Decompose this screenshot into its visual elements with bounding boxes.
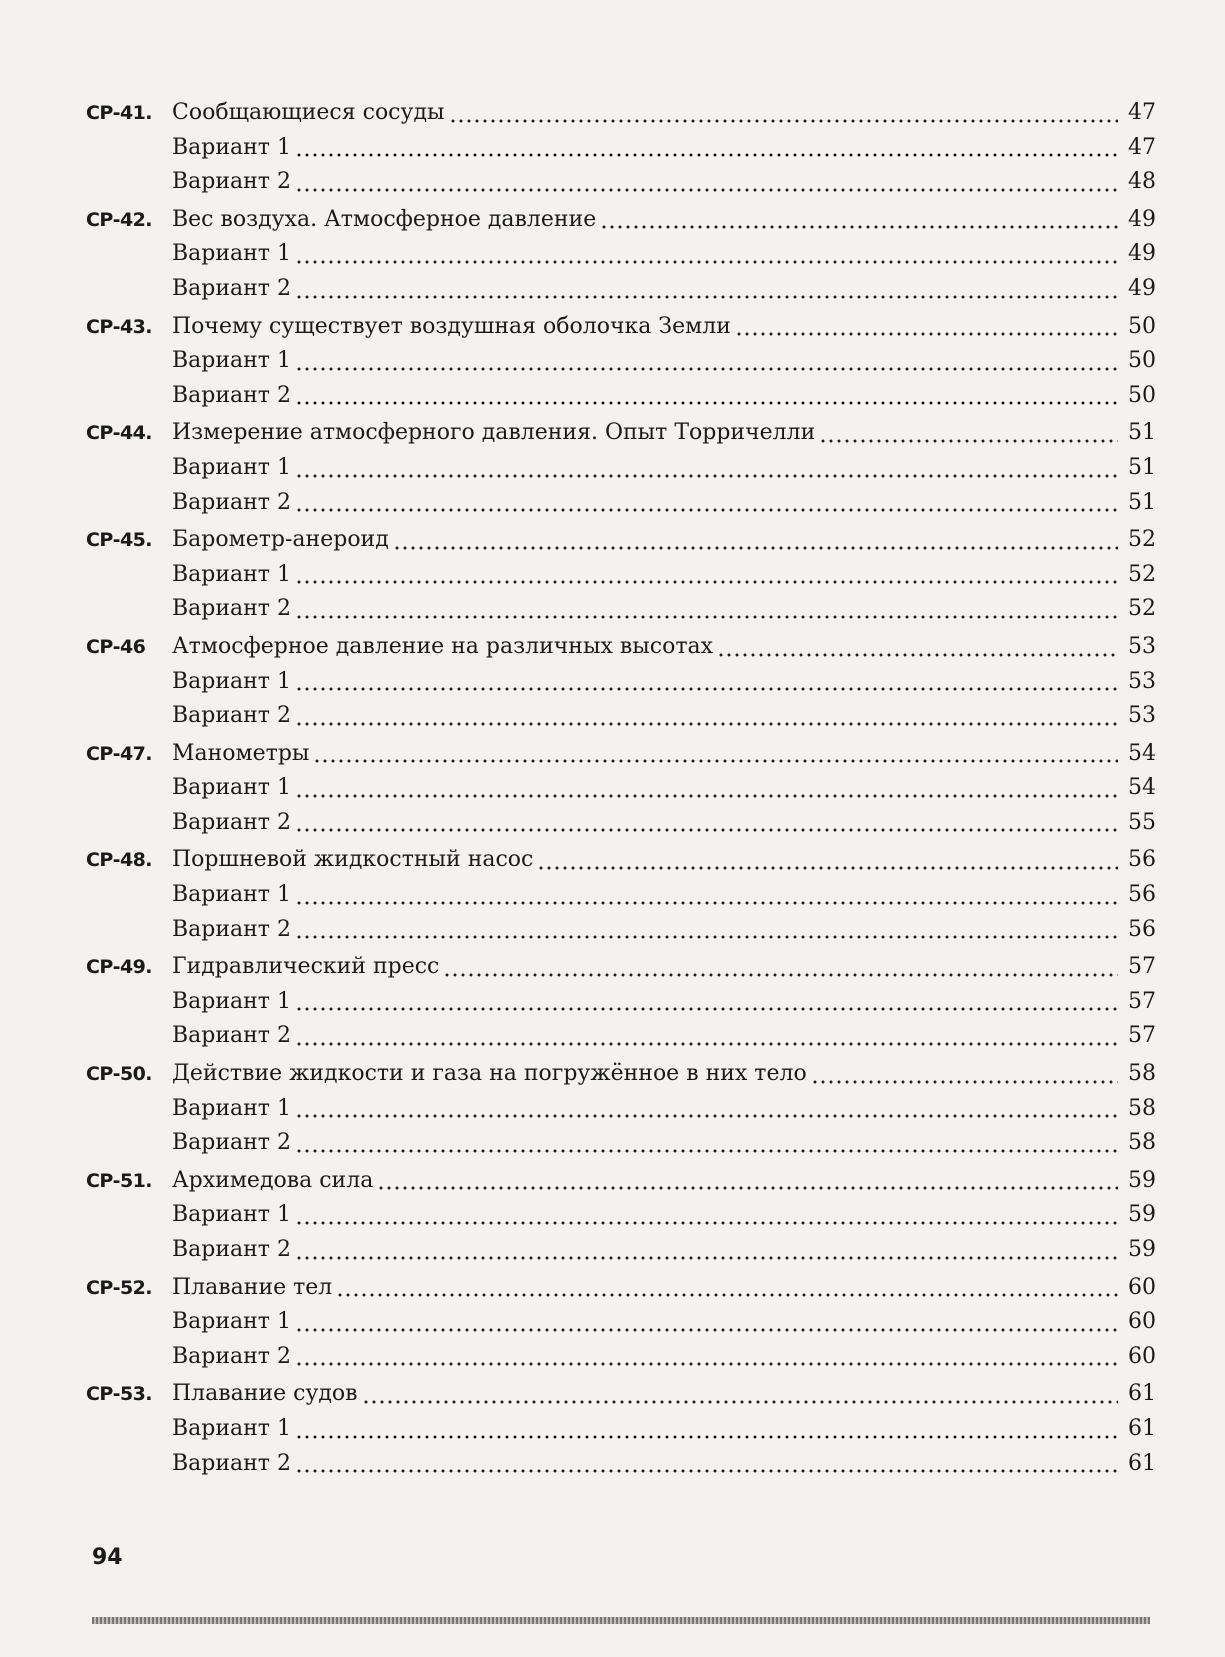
page-number: 94 xyxy=(92,1545,123,1570)
dot-leader xyxy=(735,332,1118,336)
dot-leader xyxy=(295,1114,1118,1118)
toc-entry xyxy=(86,416,1156,451)
dot-leader xyxy=(295,153,1118,157)
toc-variant-page: 60 xyxy=(1128,1343,1156,1369)
toc-variant-label: Вариант 1 xyxy=(172,348,291,374)
dot-leader xyxy=(295,828,1118,832)
dot-leader xyxy=(443,973,1118,977)
toc-entry-page: 49 xyxy=(1128,206,1156,232)
toc-variant-label: Вариант 2 xyxy=(172,1450,291,1476)
footer-rule xyxy=(92,1617,1150,1624)
toc-variant-page: 58 xyxy=(1128,1130,1156,1156)
toc-variant-page: 59 xyxy=(1128,1237,1156,1262)
toc-entry-title: Поршневой жидкостный насос xyxy=(172,847,534,873)
toc-variant xyxy=(86,985,1156,1020)
toc-variant-label: Вариант 1 xyxy=(172,241,291,267)
toc-variant-page: 58 xyxy=(1128,1095,1156,1121)
toc-entry-page: 56 xyxy=(1128,847,1156,873)
toc-variant-label: Вариант 1 xyxy=(172,561,291,587)
toc-entry-title: Архимедова сила xyxy=(172,1167,374,1193)
toc-entry xyxy=(86,96,1156,131)
toc-variant-label: Вариант 2 xyxy=(172,489,291,515)
toc-variant xyxy=(86,237,1156,272)
toc-variant-page: 53 xyxy=(1128,703,1156,729)
dot-leader xyxy=(295,580,1118,584)
toc-variant xyxy=(86,1092,1156,1127)
toc-entry-page: 52 xyxy=(1128,527,1156,553)
toc-variant-label: Вариант 1 xyxy=(172,1095,291,1121)
toc-entry-code: СР-51. xyxy=(86,1169,152,1192)
toc-variant xyxy=(86,913,1156,948)
toc-variant xyxy=(86,1412,1156,1447)
dot-leader xyxy=(362,1400,1118,1404)
toc-section xyxy=(86,1377,1156,1481)
table-of-contents xyxy=(86,96,1156,1484)
dot-leader xyxy=(449,119,1118,123)
toc-entry xyxy=(86,950,1156,985)
toc-variant-page: 47 xyxy=(1128,134,1156,160)
toc-variant-page: 57 xyxy=(1128,1023,1156,1049)
toc-entry-code: СР-44. xyxy=(86,422,152,445)
toc-section xyxy=(86,203,1156,307)
toc-entry-code: СР-42. xyxy=(86,208,152,231)
toc-entry xyxy=(86,310,1156,345)
toc-variant xyxy=(86,806,1156,841)
toc-variant-label: Вариант 2 xyxy=(172,1130,291,1156)
dot-leader xyxy=(717,653,1118,657)
dot-leader xyxy=(295,401,1118,405)
dot-leader xyxy=(295,1362,1118,1366)
toc-entry-page: 47 xyxy=(1128,100,1156,125)
dot-leader xyxy=(295,260,1118,264)
toc-entry-code: СР-46 xyxy=(86,635,146,658)
toc-variant-page: 56 xyxy=(1128,916,1156,942)
dot-leader xyxy=(295,1256,1118,1260)
toc-entry-page: 51 xyxy=(1128,420,1156,446)
toc-variant-label: Вариант 2 xyxy=(172,382,291,408)
toc-variant-label: Вариант 2 xyxy=(172,596,291,622)
dot-leader xyxy=(295,1149,1118,1153)
toc-entry-title: Атмосферное давление на различных высотах xyxy=(172,633,714,659)
dot-leader xyxy=(295,367,1118,371)
toc-variant-page: 52 xyxy=(1128,561,1156,587)
toc-entry xyxy=(86,1164,1156,1199)
dot-leader xyxy=(295,1007,1118,1011)
toc-variant-page: 49 xyxy=(1128,241,1156,267)
toc-variant-page: 51 xyxy=(1128,454,1156,480)
toc-variant xyxy=(86,699,1156,734)
toc-variant-page: 48 xyxy=(1128,169,1156,195)
toc-variant-page: 51 xyxy=(1128,489,1156,515)
toc-variant-label: Вариант 1 xyxy=(172,1415,291,1441)
toc-entry-title: Почему существует воздушная оболочка Земли xyxy=(172,313,731,339)
toc-variant xyxy=(86,165,1156,200)
toc-variant xyxy=(86,878,1156,913)
toc-variant-page: 60 xyxy=(1128,1309,1156,1335)
toc-section xyxy=(86,1057,1156,1161)
toc-entry-title: Действие жидкости и газа на погружённое в них тело xyxy=(172,1061,807,1087)
toc-variant xyxy=(86,344,1156,379)
toc-entry-page: 61 xyxy=(1128,1381,1156,1407)
toc-entry-title: Вес воздуха. Атмосферное давление xyxy=(172,206,597,232)
dot-leader xyxy=(295,474,1118,478)
toc-entry-code: СР-50. xyxy=(86,1063,152,1086)
toc-variant xyxy=(86,131,1156,166)
toc-section xyxy=(86,523,1156,627)
toc-section xyxy=(86,950,1156,1054)
toc-entry-code: СР-53. xyxy=(86,1383,152,1406)
dot-leader xyxy=(313,759,1118,763)
toc-entry xyxy=(86,843,1156,878)
toc-entry xyxy=(86,737,1156,772)
toc-variant-page: 61 xyxy=(1128,1450,1156,1476)
dot-leader xyxy=(295,794,1118,798)
toc-variant-label: Вариант 1 xyxy=(172,882,291,908)
toc-variant-page: 52 xyxy=(1128,596,1156,622)
toc-variant xyxy=(86,1447,1156,1482)
toc-variant-label: Вариант 1 xyxy=(172,668,291,694)
toc-variant-page: 56 xyxy=(1128,882,1156,908)
toc-entry-code: СР-47. xyxy=(86,742,152,765)
toc-variant xyxy=(86,1019,1156,1054)
toc-entry-code: СР-45. xyxy=(86,529,152,552)
dot-leader xyxy=(295,1469,1118,1473)
toc-entry-page: 50 xyxy=(1128,313,1156,339)
toc-variant-label: Вариант 2 xyxy=(172,1023,291,1049)
toc-variant-label: Вариант 2 xyxy=(172,809,291,835)
dot-leader xyxy=(377,1186,1118,1190)
toc-section xyxy=(86,1164,1156,1268)
toc-variant-label: Вариант 1 xyxy=(172,1202,291,1228)
toc-variant xyxy=(86,486,1156,521)
dot-leader xyxy=(295,1435,1118,1439)
toc-variant-label: Вариант 2 xyxy=(172,1237,291,1262)
toc-variant-page: 50 xyxy=(1128,348,1156,374)
toc-variant xyxy=(86,379,1156,414)
toc-variant-page: 59 xyxy=(1128,1202,1156,1228)
toc-variant-label: Вариант 1 xyxy=(172,454,291,480)
dot-leader xyxy=(295,1042,1118,1046)
toc-variant-page: 55 xyxy=(1128,809,1156,835)
toc-variant xyxy=(86,592,1156,627)
dot-leader xyxy=(819,439,1118,443)
toc-entry xyxy=(86,1377,1156,1412)
toc-entry-page: 60 xyxy=(1128,1274,1156,1300)
toc-entry-page: 57 xyxy=(1128,954,1156,980)
toc-variant-label: Вариант 2 xyxy=(172,275,291,301)
toc-entry-title: Плавание тел xyxy=(172,1274,333,1300)
dot-leader xyxy=(600,225,1118,229)
toc-entry-title: Сообщающиеся сосуды xyxy=(172,100,445,125)
toc-section xyxy=(86,96,1156,200)
toc-entry xyxy=(86,203,1156,238)
toc-variant-page: 61 xyxy=(1128,1415,1156,1441)
toc-entry-page: 53 xyxy=(1128,633,1156,659)
toc-section xyxy=(86,310,1156,414)
dot-leader xyxy=(295,508,1118,512)
dot-leader xyxy=(295,901,1118,905)
toc-entry-code: СР-52. xyxy=(86,1276,152,1299)
toc-variant-page: 49 xyxy=(1128,275,1156,301)
toc-variant xyxy=(86,1198,1156,1233)
toc-variant xyxy=(86,771,1156,806)
toc-variant xyxy=(86,451,1156,486)
dot-leader xyxy=(295,687,1118,691)
toc-variant-label: Вариант 1 xyxy=(172,1309,291,1335)
toc-entry-code: СР-41. xyxy=(86,102,152,124)
toc-section xyxy=(86,737,1156,841)
toc-entry-title: Плавание судов xyxy=(172,1381,358,1407)
toc-section xyxy=(86,1271,1156,1375)
toc-entry-title: Гидравлический пресс xyxy=(172,954,440,980)
dot-leader xyxy=(336,1293,1118,1297)
toc-variant-label: Вариант 1 xyxy=(172,134,291,160)
toc-entry xyxy=(86,1271,1156,1306)
toc-section xyxy=(86,843,1156,947)
toc-variant-label: Вариант 1 xyxy=(172,988,291,1014)
toc-variant-label: Вариант 1 xyxy=(172,775,291,801)
dot-leader xyxy=(393,546,1118,550)
toc-variant-label: Вариант 2 xyxy=(172,916,291,942)
toc-entry-page: 59 xyxy=(1128,1167,1156,1193)
dot-leader xyxy=(295,615,1118,619)
toc-variant-page: 57 xyxy=(1128,988,1156,1014)
toc-variant xyxy=(86,665,1156,700)
toc-entry xyxy=(86,523,1156,558)
toc-entry-page: 58 xyxy=(1128,1061,1156,1087)
toc-variant-label: Вариант 2 xyxy=(172,169,291,195)
toc-variant-page: 50 xyxy=(1128,382,1156,408)
toc-entry xyxy=(86,630,1156,665)
toc-variant xyxy=(86,558,1156,593)
toc-section xyxy=(86,416,1156,520)
dot-leader xyxy=(537,866,1118,870)
dot-leader xyxy=(295,722,1118,726)
toc-entry xyxy=(86,1057,1156,1092)
toc-variant xyxy=(86,1305,1156,1340)
dot-leader xyxy=(811,1080,1118,1084)
toc-entry-title: Манометры xyxy=(172,740,310,766)
dot-leader xyxy=(295,1328,1118,1332)
dot-leader xyxy=(295,1221,1118,1225)
toc-entry-title: Барометр-анероид xyxy=(172,527,389,553)
toc-entry-code: СР-43. xyxy=(86,315,152,338)
toc-variant xyxy=(86,272,1156,307)
toc-entry-code: СР-49. xyxy=(86,956,152,979)
toc-entry-page: 54 xyxy=(1128,740,1156,766)
toc-variant-page: 53 xyxy=(1128,668,1156,694)
toc-section xyxy=(86,630,1156,734)
toc-variant xyxy=(86,1126,1156,1161)
toc-variant xyxy=(86,1340,1156,1375)
toc-entry-code: СР-48. xyxy=(86,849,152,872)
toc-variant-page: 54 xyxy=(1128,775,1156,801)
toc-variant-label: Вариант 2 xyxy=(172,1343,291,1369)
toc-variant xyxy=(86,1233,1156,1268)
dot-leader xyxy=(295,935,1118,939)
toc-variant-label: Вариант 2 xyxy=(172,703,291,729)
dot-leader xyxy=(295,188,1118,192)
dot-leader xyxy=(295,295,1118,299)
toc-entry-title: Измерение атмосферного давления. Опыт Торричелли xyxy=(172,420,816,446)
